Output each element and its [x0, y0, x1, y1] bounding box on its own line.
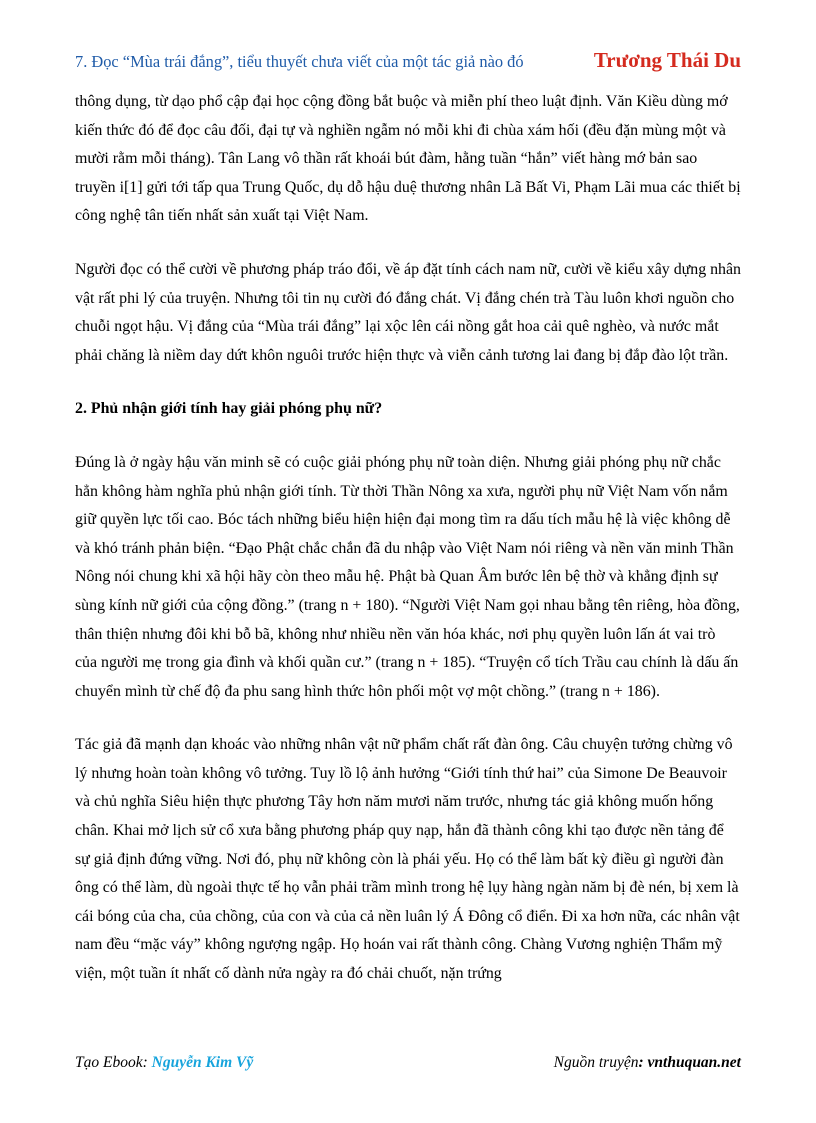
author-name: Trương Thái Du: [593, 48, 741, 72]
ebook-separator: :: [142, 1054, 152, 1071]
page-header: [75, 48, 741, 73]
paragraph: Người đọc có thể cười về phương pháp tráo đổi, về áp đặt tính cách nam nữ, cười về kiểu xây dựng nhân vật rất phi lý của truyện. Nhưng tôi tin nụ cười đó đắng chát. Vị đắng chén trà Tàu luôn khơi nguồn cho chuỗi ngọt hậu. Vị đắng của “Mùa trái đắng” lại xộc lên cái nồng gắt hoa cải quê nghèo, và nước mắt phải chăng là niềm day dứt khôn nguôi trước hiện thực và viễn cảnh tương lai đang bị đắp đào lột trần.: [75, 260, 742, 364]
source-site: vnthuquan.net: [647, 1054, 741, 1071]
paragraph: Tác giả đã mạnh dạn khoác vào những nhân vật nữ phẩm chất rất đàn ông. Câu chuyện tưởng chừng vô lý nhưng hoàn toàn không vô tưởng. Tuy lồ lộ ảnh hưởng “Giới tính thứ hai” của Simone De Beauvoir và chủ nghĩa Siêu hiện thực phương Tây hơn năm mươi năm trước, nhưng tác giả không muốn hổng chân. Khai mở lịch sử cổ xưa bằng phương pháp quy nạp, hắn đã thành công khi tạo được nền tảng để sự giả định đứng vững. Nơi đó, phụ nữ không còn là phái yếu. Họ có thể làm bất kỳ điều gì người đàn ông có thể làm, dù ngoài thực tế họ vẫn phải trầm mình trong hệ lụy hàng ngàn năm bị đè nén, bị xem là cái bóng của cha, của chồng, của con và của cả nền luân lý Á Đông cổ điển. Đi xa hơn nữa, các nhân vật nam đều “mặc váy” không ngượng ngập. Họ hoán vai rất thành công. Chàng Vương nghiện Thẩm mỹ viện, một tuần ít nhất cố dành nửa ngày ra đó chải chuốt, nặn trứng: [75, 736, 740, 983]
page-body: [75, 88, 741, 1014]
source-label: Nguồn truyện: [553, 1054, 639, 1071]
page-footer: [75, 1054, 741, 1072]
paragraph: Đúng là ở ngày hậu văn minh sẽ có cuộc giải phóng phụ nữ toàn diện. Nhưng giải phóng phụ nữ chắc hẳn không hàm nghĩa phủ nhận giới tính. Từ thời Thần Nông xa xưa, người phụ nữ Việt Nam vốn nắm giữ quyền lực tối cao. Bóc tách những biểu hiện hiện đại mong tìm ra dấu tích mẫu hệ là việc không dễ và khó tránh phản biện. “Đạo Phật chắc chắn đã du nhập vào Việt Nam nói riêng và nền văn minh Thần Nông nói chung khi xã hội hãy còn theo mẫu hệ. Phật bà Quan Âm bước lên bệ thờ và khẳng định sự sùng kính nữ giới của cộng đồng.” (trang n + 180). “Người Việt Nam gọi nhau bằng tên riêng, hòa đồng, thân thiện nhưng đôi khi bỗ bã, không như nhiều nền văn hóa khác, nơi phụ quyền luôn lấn át vai trò của người mẹ trong gia đình và khối quần cư.” (trang n + 185). “Truyện cổ tích Trầu cau chính là dấu ấn chuyển mình từ chế độ đa phu sang hình thức hôn phối một vợ một chồng.” (trang n + 186).: [75, 453, 740, 700]
ebook-label: Tạo Ebook: [75, 1054, 143, 1071]
chapter-title: 7. Đọc “Mùa trái đắng”, tiểu thuyết chưa viết của một tác giả nào đó: [75, 52, 524, 71]
source-credit: [554, 1054, 741, 1072]
ebook-creator: Nguyễn Kim Vỹ: [151, 1054, 254, 1071]
paragraph: thông dụng, từ dạo phổ cập đại học cộng đồng bắt buộc và miễn phí theo luật định. Văn Kiều dùng mớ kiến thức đó để đọc câu đối, đại tự và nghiền ngẫm nó mỗi khi đi chùa xám hối (đều đặn mùng một và mười rằm mỗi tháng). Tân Lang vô thần rất khoái bút đàm, hằng tuần “hắn” viết hàng mớ bản sao truyền i[1] gửi tới tấp qua Trung Quốc, dụ dỗ hậu duệ thương nhân Lã Bất Vi, Phạm Lãi mua các thiết bị công nghệ tân tiến nhất sản xuất tại Việt Nam.: [75, 93, 741, 225]
section-heading: 2. Phủ nhận giới tính hay giải phóng phụ nữ?: [75, 400, 383, 418]
source-separator: :: [638, 1054, 648, 1071]
ebook-credit: [75, 1054, 253, 1072]
